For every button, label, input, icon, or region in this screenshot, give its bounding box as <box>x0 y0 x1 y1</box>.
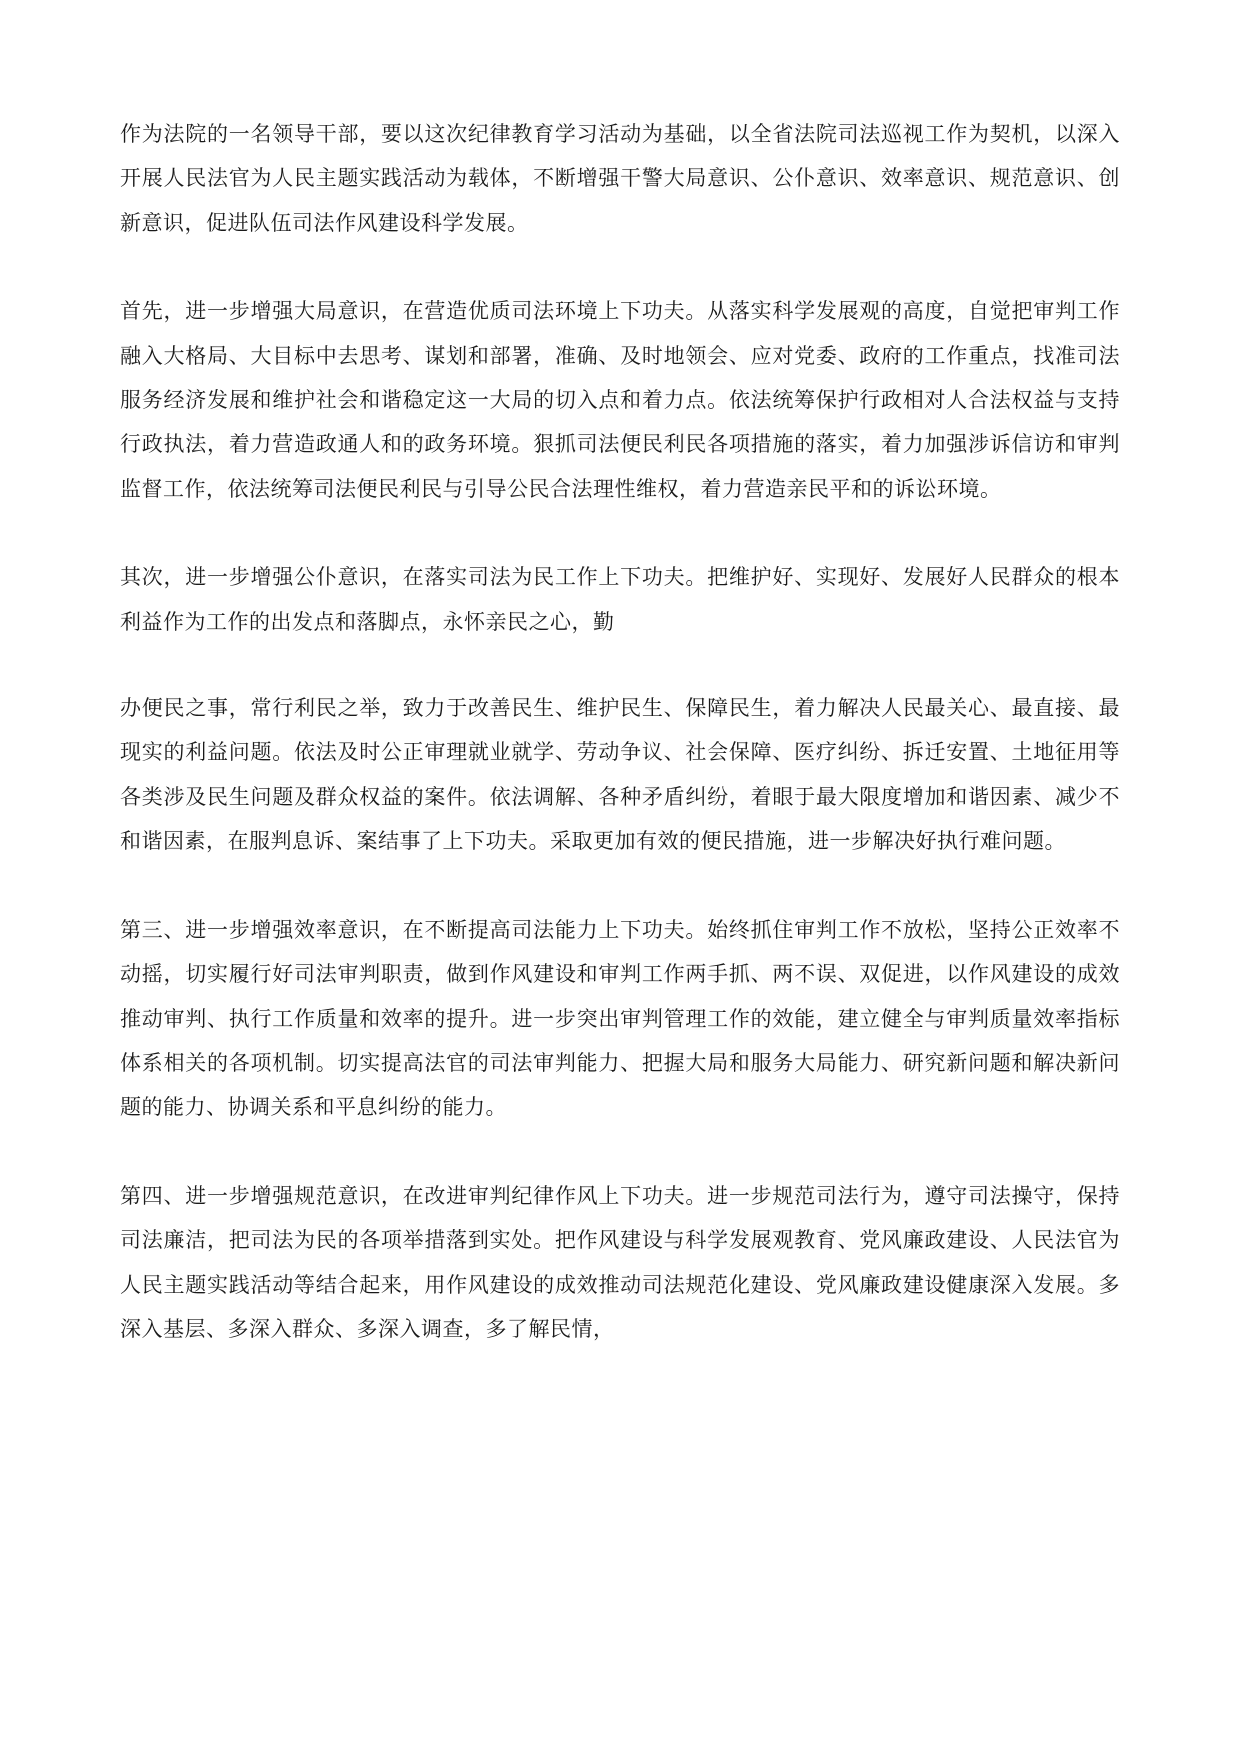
paragraph-fourth-point: 第四、进一步增强规范意识，在改进审判纪律作风上下功夫。进一步规范司法行为，遵守司法操守，保持司法廉洁，把司法为民的各项举措落到实处。把作风建设与科学发展观教育、党风廉政建设、人民法官为人民主题实践活动等结合起来，用作风建设的成效推动司法规范化建设、党风廉政建设健康深入发展。多深入基层、多深入群众、多深入调查，多了解民情， <box>120 1183 1120 1341</box>
paragraph-second-point-continued: 办便民之事，常行利民之举，致力于改善民生、维护民生、保障民生，着力解决人民最关心、最直接、最现实的利益问题。依法及时公正审理就业就学、劳动争议、社会保障、医疗纠纷、拆迁安置、土地征用等各类涉及民生问题及群众权益的案件。依法调解、各种矛盾纠纷，着眼于最大限度增加和谐因素、减少不和谐因素，在服判息诉、案结事了上下功夫。采取更加有效的便民措施，进一步解决好执行难问题。 <box>120 696 1120 854</box>
document-body <box>120 112 1120 1351</box>
paragraph-first-point: 首先，进一步增强大局意识，在营造优质司法环境上下功夫。从落实科学发展观的高度，自觉把审判工作融入大格局、大目标中去思考、谋划和部署，准确、及时地领会、应对党委、政府的工作重点，找准司法服务经济发展和维护社会和谐稳定这一大局的切入点和着力点。依法统筹保护行政相对人合法权益与支持行政执法，着力营造政通人和的政务环境。狠抓司法便民利民各项措施的落实，着力加强涉诉信访和审判监督工作，依法统筹司法便民利民与引导公民合法理性维权，着力营造亲民平和的诉讼环境。 <box>120 299 1120 501</box>
paragraph-second-point: 其次，进一步增强公仆意识，在落实司法为民工作上下功夫。把维护好、实现好、发展好人民群众的根本利益作为工作的出发点和落脚点，永怀亲民之心，勤 <box>120 565 1120 634</box>
paragraph-intro: 作为法院的一名领导干部，要以这次纪律教育学习活动为基础，以全省法院司法巡视工作为契机，以深入开展人民法官为人民主题实践活动为载体，不断增强干警大局意识、公仆意识、效率意识、规范意识、创新意识，促进队伍司法作风建设科学发展。 <box>120 122 1120 235</box>
paragraph-third-point: 第三、进一步增强效率意识，在不断提高司法能力上下功夫。始终抓住审判工作不放松，坚持公正效率不动摇，切实履行好司法审判职责，做到作风建设和审判工作两手抓、两不误、双促进，以作风建设的成效推动审判、执行工作质量和效率的提升。进一步突出审判管理工作的效能，建立健全与审判质量效率指标体系相关的各项机制。切实提高法官的司法审判能力、把握大局和服务大局能力、研究新问题和解决新问题的能力、协调关系和平息纠纷的能力。 <box>120 917 1120 1120</box>
